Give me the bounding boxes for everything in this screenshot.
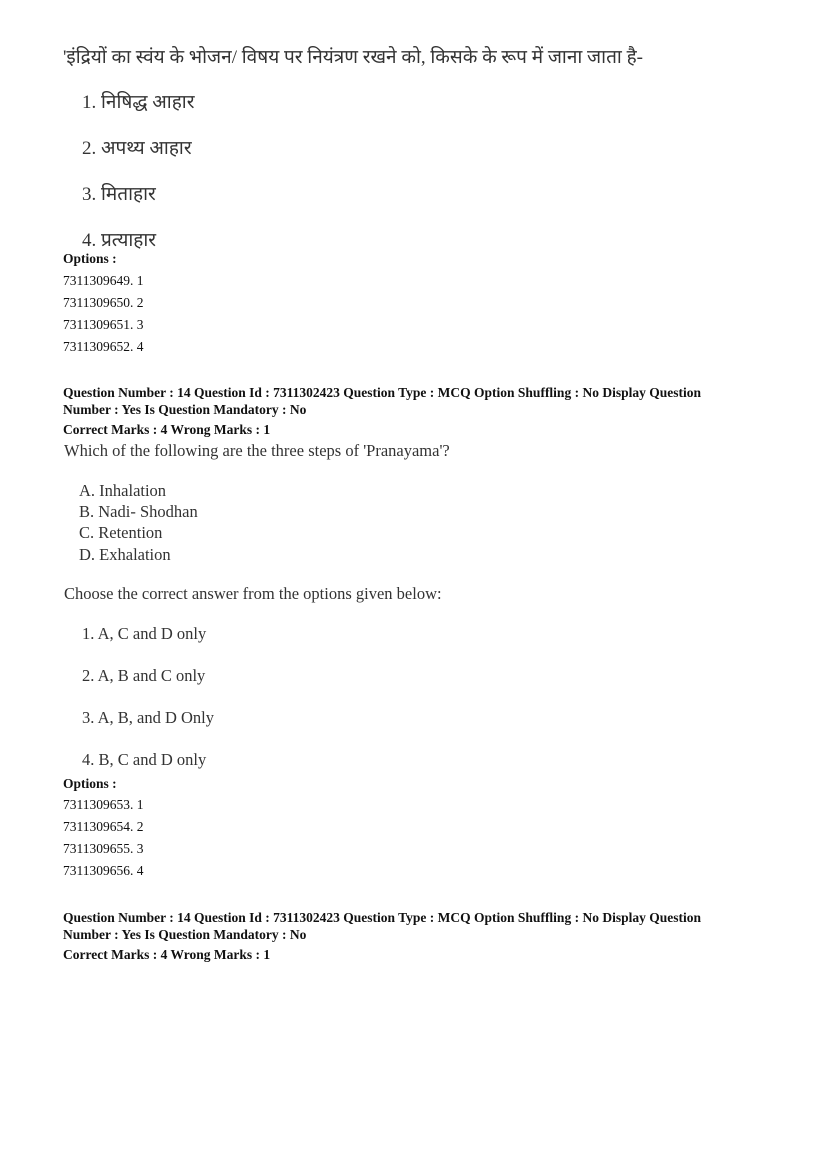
hindi-choice-3: 3. मिताहार: [82, 184, 156, 205]
hindi-question-text: 'इंद्रियों का स्वंय के भोजन/ विषय पर नियंत्रण रखने को, किसके के रूप में जाना जाता है-: [63, 47, 643, 68]
option-id-1: 7311309649. 1: [63, 273, 144, 288]
english-choice-4: 4. B, C and D only: [82, 750, 207, 769]
options-label-1: Options :: [63, 251, 117, 266]
question-meta-line-2b: Number : Yes Is Question Mandatory : No: [63, 927, 307, 942]
option-id-4: 7311309652. 4: [63, 339, 144, 354]
option-id-3: 7311309651. 3: [63, 317, 144, 332]
english-question-text: Which of the following are the three steps of 'Pranayama'?: [64, 441, 450, 460]
instruction-text: Choose the correct answer from the options given below:: [64, 584, 442, 603]
question-meta-line-1b: Question Number : 14 Question Id : 7311302423 Question Type : MCQ Option Shuffling : No Display Question: [63, 910, 701, 925]
english-choice-3: 3. A, B, and D Only: [82, 708, 214, 727]
hindi-choice-4: 4. प्रत्याहार: [82, 230, 157, 251]
option-id-6: 7311309654. 2: [63, 819, 144, 834]
option-id-8: 7311309656. 4: [63, 863, 144, 878]
question-marks-b: Correct Marks : 4 Wrong Marks : 1: [63, 947, 271, 962]
question-meta-line-2: Number : Yes Is Question Mandatory : No: [63, 402, 307, 417]
statement-d: D. Exhalation: [79, 545, 171, 564]
statement-a: A. Inhalation: [79, 481, 167, 500]
options-label-2: Options :: [63, 776, 117, 791]
question-marks: Correct Marks : 4 Wrong Marks : 1: [63, 422, 271, 437]
hindi-choice-2: 2. अपथ्य आहार: [82, 138, 192, 159]
english-choice-2: 2. A, B and C only: [82, 666, 206, 685]
hindi-choice-1: 1. निषिद्ध आहार: [82, 92, 195, 113]
statement-c: C. Retention: [79, 523, 163, 542]
english-choice-1: 1. A, C and D only: [82, 624, 207, 643]
option-id-2: 7311309650. 2: [63, 295, 144, 310]
option-id-5: 7311309653. 1: [63, 797, 144, 812]
question-meta-line-1: Question Number : 14 Question Id : 7311302423 Question Type : MCQ Option Shuffling : No Display Question: [63, 385, 701, 400]
option-id-7: 7311309655. 3: [63, 841, 144, 856]
statement-b: B. Nadi- Shodhan: [79, 502, 198, 521]
